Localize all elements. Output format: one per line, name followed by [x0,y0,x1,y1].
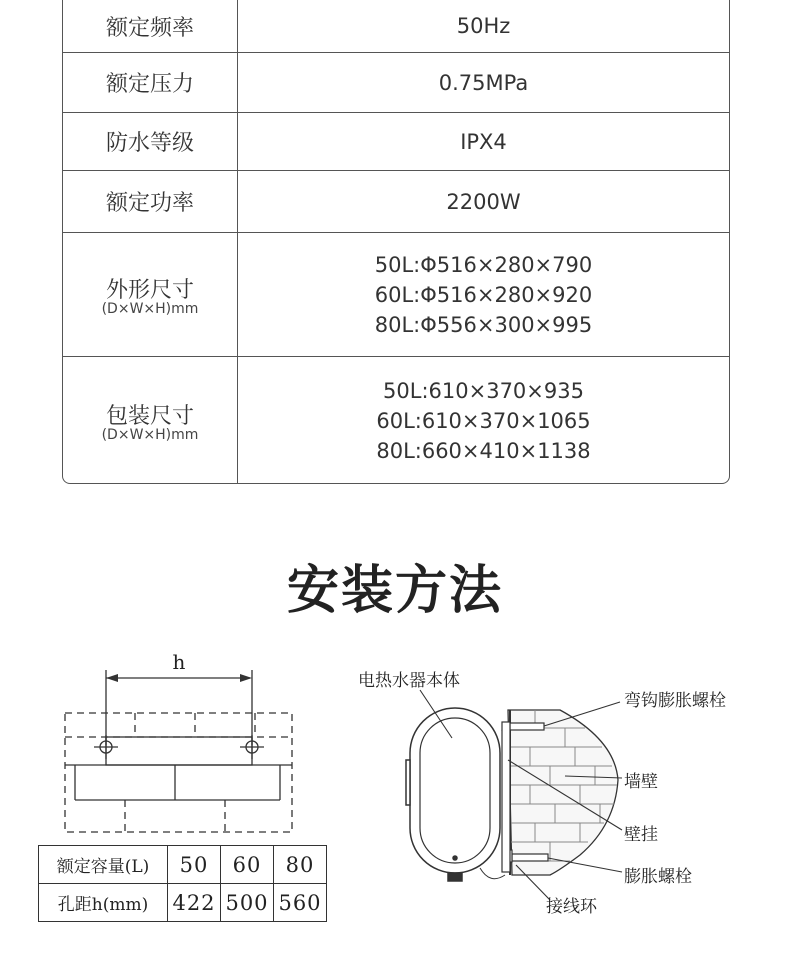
spec-label-unit: (D×W×H)mm [101,426,199,443]
distance-cell: 422 [168,884,221,922]
spec-value [238,233,729,356]
spec-value-line: 60L:610×370×1065 [376,408,591,433]
distance-cell: 500 [221,884,274,922]
spec-value-line: 50L:Φ516×280×790 [374,252,593,277]
spec-value [238,357,729,484]
capacity-row [39,846,327,884]
spec-row-pressure [63,53,729,113]
distance-header: 孔距h(mm) [39,884,168,922]
spec-value-line: 0.75MPa [438,70,529,95]
spec-label: 额定功率 [63,171,238,232]
distance-cell: 560 [274,884,327,922]
spec-label-unit: (D×W×H)mm [101,300,199,317]
spec-value-line: 60L:Φ516×280×920 [374,282,593,307]
label-wall-mount: 壁挂 [624,825,658,845]
label-expansion-bolt: 膨胀螺栓 [624,867,692,887]
capacity-header: 额定容量(L) [39,846,168,884]
spec-value [238,53,729,112]
spec-value [238,0,729,52]
spec-table [62,0,730,484]
mounting-bar [106,737,252,765]
arrow-head-left [106,674,118,682]
wall-outline-dashed [65,713,292,832]
spec-label: 防水等级 [63,113,238,170]
spec-label: 额定频率 [63,0,238,52]
spec-label-main: 外形尺寸 [105,277,194,303]
spec-label [63,357,238,484]
spec-value [238,113,729,170]
capacity-cell: 50 [168,846,221,884]
dimension-label: h [172,650,186,674]
label-heater-body: 电热水器本体 [358,671,460,691]
spec-label [63,233,238,356]
spec-value-line: 80L:Φ556×300×995 [374,312,593,337]
spec-value-line: IPX4 [460,129,507,154]
spec-label: 额定压力 [63,53,238,112]
spec-row-frequency [63,0,729,53]
heater-body [406,708,505,881]
capacity-cell: 80 [274,846,327,884]
label-wall: 墙壁 [624,772,658,792]
hole-distance-diagram [40,645,320,845]
wall-illustration [508,710,618,875]
label-hook-bolt: 弯钩膨胀螺栓 [624,691,726,711]
spec-value [238,171,729,232]
capacity-table [38,845,327,922]
spec-value-line: 80L:660×410×1138 [376,438,591,463]
spec-row-package [63,357,729,484]
install-title: 安装方法 [286,561,503,621]
distance-row [39,884,327,922]
spec-value-line: 50Hz [456,14,511,38]
spec-row-dimensions [63,233,729,357]
arrow-head-right [240,674,252,682]
heater-installation-diagram [340,660,780,930]
spec-row-waterproof [63,113,729,171]
spec-value-line: 2200W [446,189,521,214]
wall-mount-bracket [502,722,510,872]
spec-value-line: 50L:610×370×935 [383,378,584,403]
spec-row-power [63,171,729,233]
label-terminal-ring: 接线环 [546,897,597,917]
spec-label-main: 包装尺寸 [105,403,194,429]
capacity-cell: 60 [221,846,274,884]
